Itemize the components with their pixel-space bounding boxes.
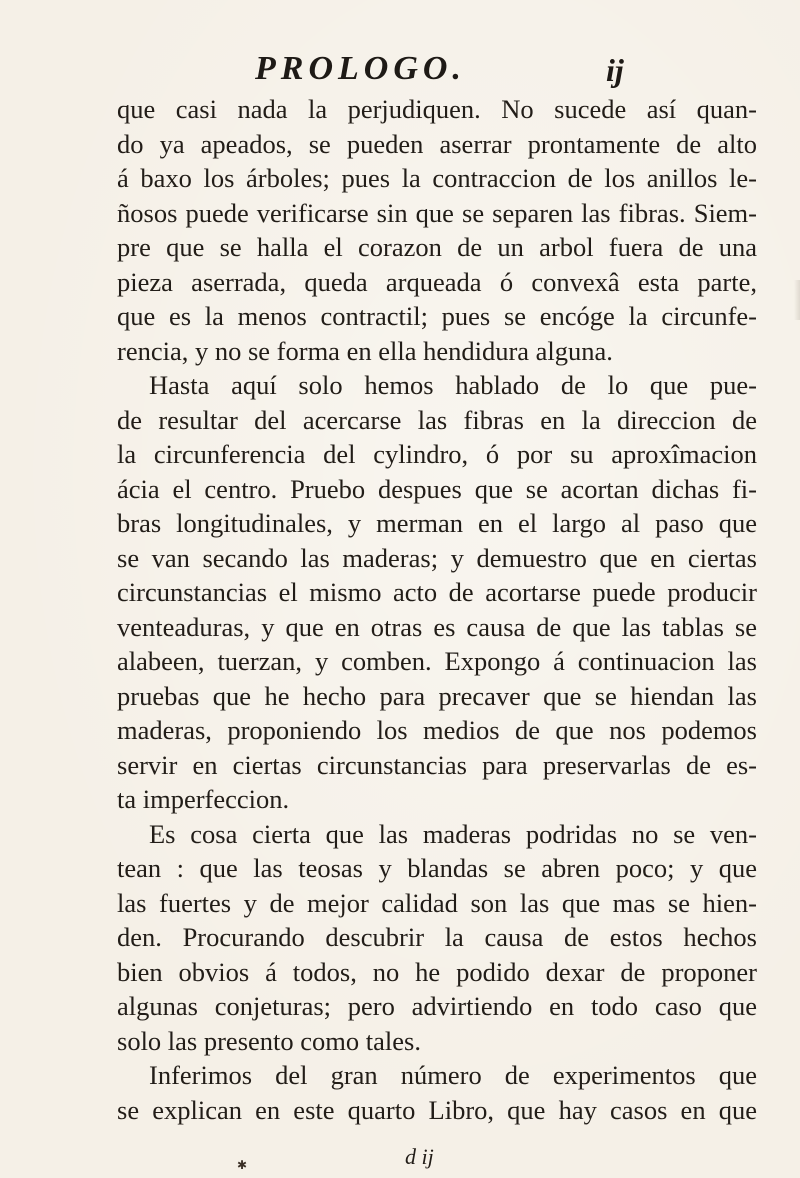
text-line: alabeen, tuerzan, y comben. Expongo á continuacion las [117,646,757,676]
page-header [0,50,800,92]
text-line: de resultar del acercarse las fibras en la direccion de [117,404,757,435]
text-line: Es cosa cierta que las maderas podridas no se ven- [149,818,757,849]
text-line: que es la menos contractil; pues se encóge la circunfe- [117,301,757,331]
text-line: do ya apeados, se pueden aserrar prontamente de alto [117,128,757,159]
text-line: circunstancias el mismo acto de acortarse puede producir [117,577,757,607]
text-line: bien obvios á todos, no he podido dexar de proponer [117,956,757,987]
footer [0,1144,800,1178]
text-line: tean : que las teosas y blandas se abren poco; y que [117,853,757,883]
text-line: den. Procurando descubrir la causa de estos hechos [117,922,757,952]
page-edge-shadow [794,280,800,320]
text-line: ta imperfeccion. [117,784,290,814]
text-line: Hasta aquí solo hemos hablado de lo que pue- [149,370,757,400]
body-text [117,92,757,1127]
text-line: pieza aserrada, queda arqueada ó convexâ esta parte, [117,266,757,297]
text-line: rencia, y no se forma en ella hendidura alguna. [117,335,613,366]
text-line: que casi nada la perjudiquen. No sucede así quan- [117,94,757,124]
text-line: algunas conjeturas; pero advirtiendo en todo caso que [117,991,757,1021]
text-line: ácia el centro. Pruebo despues que se acortan dichas fi- [117,473,757,504]
text-line: la circunferencia del cylindro, ó por su aproxîmacion [117,439,757,469]
text-line: se van secando las maderas; y demuestro que en ciertas [117,542,757,573]
text-line: ñosos puede verificarse sin que se separen las fibras. Siem- [117,197,757,228]
text-line: maderas, proponiendo los medios de que nos podemos [117,715,757,745]
ornament-mark: ✱ [237,1158,248,1172]
running-title: PROLOGO. [255,50,466,87]
text-line: se explican en este quarto Libro, que hay casos en que [117,1094,757,1125]
text-line: Inferimos del gran número de experimentos que [149,1060,757,1090]
signature-mark: d ij [405,1144,434,1169]
text-line: venteaduras, y que en otras es causa de que las tablas se [117,611,757,642]
text-line: las fuertes y de mejor calidad son las que mas se hien- [117,887,757,918]
text-line: á baxo los árboles; pues la contraccion de los anillos le- [117,163,757,193]
text-line: pre que se halla el corazon de un arbol fuera de una [117,232,757,262]
text-line: solo las presento como tales. [117,1025,421,1056]
folio-number: ij [606,52,624,88]
text-line: bras longitudinales, y merman en el largo al paso que [117,508,757,538]
text-line: pruebas que he hecho para precaver que se hiendan las [117,680,757,711]
text-line: servir en ciertas circunstancias para preservarlas de es- [117,749,757,780]
